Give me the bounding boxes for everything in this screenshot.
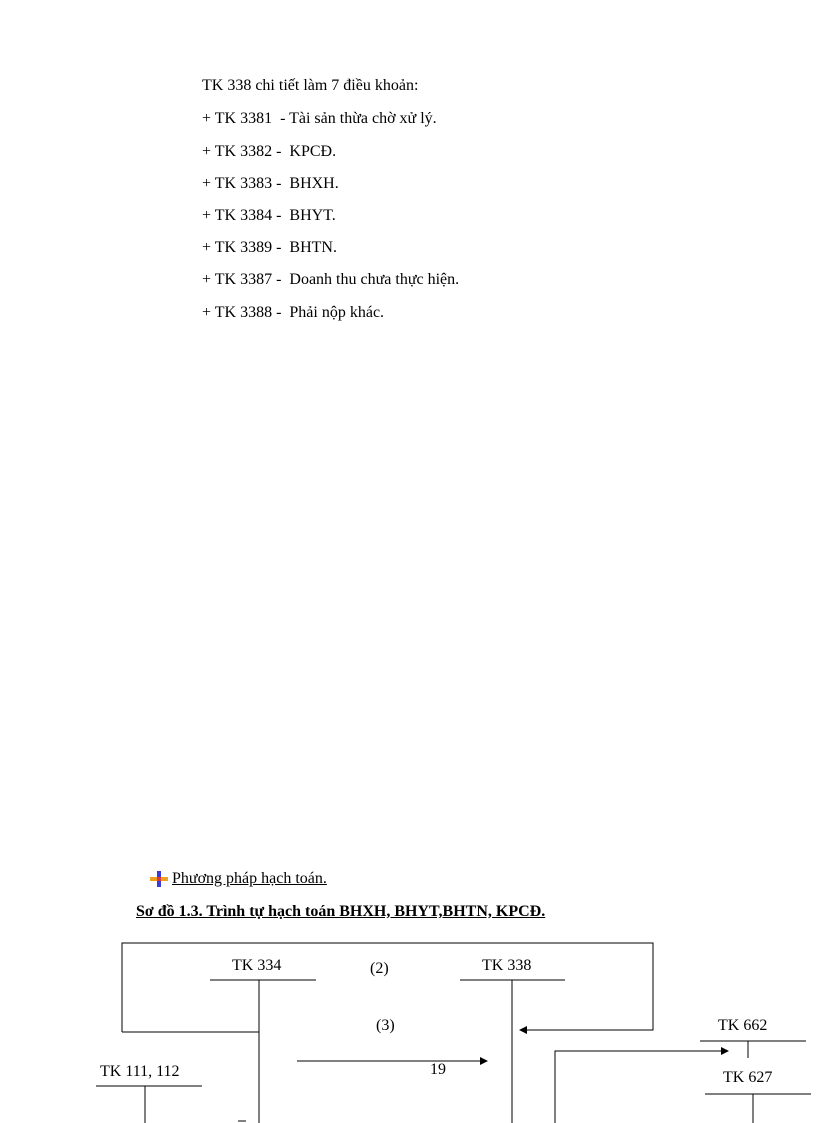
tk338-label: TK 338 [482, 957, 532, 974]
method-heading-text: Phương pháp hạch toán. [172, 870, 327, 887]
page-number: 19 [430, 1061, 446, 1078]
step-3-label: (3) [376, 1017, 395, 1034]
arrow-to-662 [555, 1051, 728, 1123]
tk627-label: TK 627 [723, 1069, 773, 1086]
list-item: + TK 3381 - Tài sản thừa chờ xử lý. [202, 110, 437, 127]
tk111-label: TK 111, 112 [100, 1063, 180, 1080]
list-item: + TK 3387 - Doanh thu chưa thực hiện. [202, 271, 460, 288]
list-item: + TK 3383 - BHXH. [202, 175, 339, 192]
list-item: + TK 3388 - Phải nộp khác. [202, 304, 385, 321]
list-item: + TK 3384 - BHYT. [202, 207, 336, 224]
list-item: + TK 3382 - KPCĐ. [202, 143, 337, 160]
list-item: + TK 3389 - BHTN. [202, 239, 337, 256]
tk334-label: TK 334 [232, 957, 282, 974]
intro-text: TK 338 chi tiết làm 7 điều khoản: [202, 77, 419, 94]
tk662-label: TK 662 [718, 1017, 768, 1034]
diagram-title: Sơ đồ 1.3. Trình tự hạch toán BHXH, BHYT,BHTN, KPCĐ. [136, 903, 546, 920]
step-2-label: (2) [370, 960, 389, 977]
